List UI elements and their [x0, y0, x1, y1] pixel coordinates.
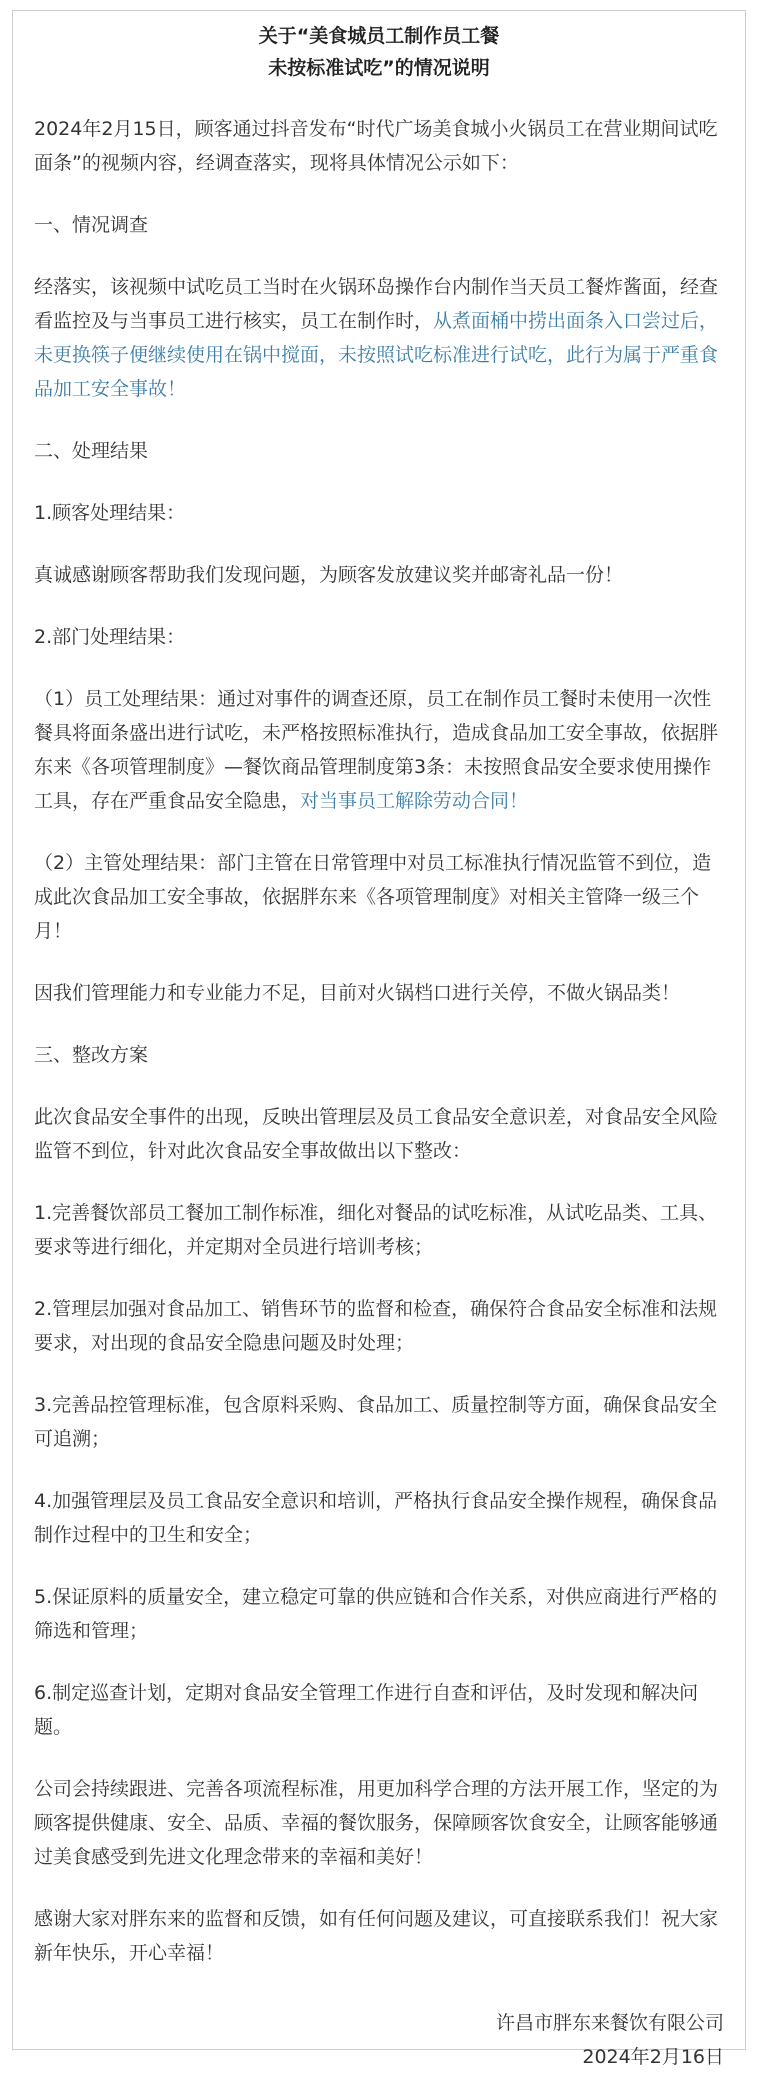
rectification-item: 1.完善餐饮部员工餐加工制作标准，细化对餐品的试吃标准，从试吃品类、工具、要求等进行细化，并定期对全员进行培训考核；	[34, 1202, 718, 1258]
rectification-item: 3.完善品控管理标准，包含原料采购、食品加工、质量控制等方面，确保食品安全可追溯；	[34, 1394, 718, 1450]
section-heading-investigation: 一、情况调查	[34, 214, 149, 236]
signature-block	[34, 2006, 724, 2074]
rectification-item: 4.加强管理层及员工食品安全意识和培训，严格执行食品安全操作规程，确保食品制作过程中的卫生和安全；	[34, 1490, 718, 1546]
customer-result-text: 真诚感谢顾客帮助我们发现问题，为顾客发放建议奖并邮寄礼品一份！	[34, 564, 624, 586]
staff-result-text: （1）员工处理结果：通过对事件的调查还原，员工在制作员工餐时未使用一次性餐具将面条盛出进行试吃，未严格按照标准执行，造成食品加工安全事故，依据胖东来《各项管理制度》—餐饮商品管理制度第3条：未按照食品安全要求使用操作工具，存在严重食品安全隐患，	[34, 688, 719, 812]
rectification-intro: 此次食品安全事件的出现，反映出管理层及员工食品安全意识差，对食品安全风险监管不到位，针对此次食品安全事故做出以下整改：	[34, 1106, 719, 1162]
department-result-heading: 2.部门处理结果：	[34, 626, 186, 648]
rectification-item: 5.保证原料的质量安全，建立稳定可靠的供应链和合作关系，对供应商进行严格的筛选和管理；	[34, 1586, 718, 1642]
document-title	[34, 20, 724, 84]
statement-document	[12, 10, 746, 2074]
section-heading-results: 二、处理结果	[34, 440, 149, 462]
commitment-paragraph: 公司会持续跟进、完善各项流程标准，用更加科学合理的方法开展工作，坚定的为顾客提供健康、安全、品质、幸福的餐饮服务，保障顾客饮食安全，让顾客能够通过美食感受到先进文化理念带来的幸福和美好！	[34, 1778, 719, 1868]
investigation-text: 经落实，该视频中试吃员工当时在火锅环岛操作台内制作当天员工餐炸酱面，经查看监控及与当事员工进行核实，员工在制作时，	[34, 276, 719, 332]
customer-result-heading: 1.顾客处理结果：	[34, 502, 186, 524]
manager-result-paragraph: （2）主管处理结果：部门主管在日常管理中对员工标准执行情况监管不到位，造成此次食品加工安全事故，依据胖东来《各项管理制度》对相关主管降一级三个月！	[34, 852, 712, 942]
rectification-item: 6.制定巡查计划，定期对食品安全管理工作进行自查和评估，及时发现和解决问题。	[34, 1682, 699, 1738]
signature-date: 2024年2月16日	[582, 2046, 724, 2068]
thanks-paragraph: 感谢大家对胖东来的监督和反馈，如有任何问题及建议，可直接联系我们！祝大家新年快乐，开心幸福！	[34, 1908, 719, 1964]
intro-paragraph: 2024年2月15日，顾客通过抖音发布“时代广场美食城小火锅员工在营业期间试吃面条”的视频内容，经调查落实，现将具体情况公示如下：	[34, 118, 718, 174]
staff-result-highlight: 对当事员工解除劳动合同！	[300, 790, 529, 812]
signature-company: 许昌市胖东来餐饮有限公司	[495, 2012, 724, 2034]
rectification-item: 2.管理层加强对食品加工、销售环节的监督和检查，确保符合食品安全标准和法规要求，对出现的食品安全隐患问题及时处理；	[34, 1298, 718, 1354]
section-heading-rectification: 三、整改方案	[34, 1044, 149, 1066]
investigation-highlight: 从煮面桶中捞出面条入口尝过后，未更换筷子便继续使用在锅中搅面，未按照试吃标准进行试吃，此行为属于严重食品加工安全事故！	[34, 310, 719, 400]
staff-result-paragraph	[34, 682, 724, 818]
title-line-2: 未按标准试吃”的情况说明	[268, 57, 490, 79]
investigation-paragraph	[34, 270, 724, 406]
closure-paragraph: 因我们管理能力和专业能力不足，目前对火锅档口进行关停，不做火锅品类！	[34, 982, 681, 1004]
title-line-1: 关于“美食城员工制作员工餐	[258, 25, 500, 47]
